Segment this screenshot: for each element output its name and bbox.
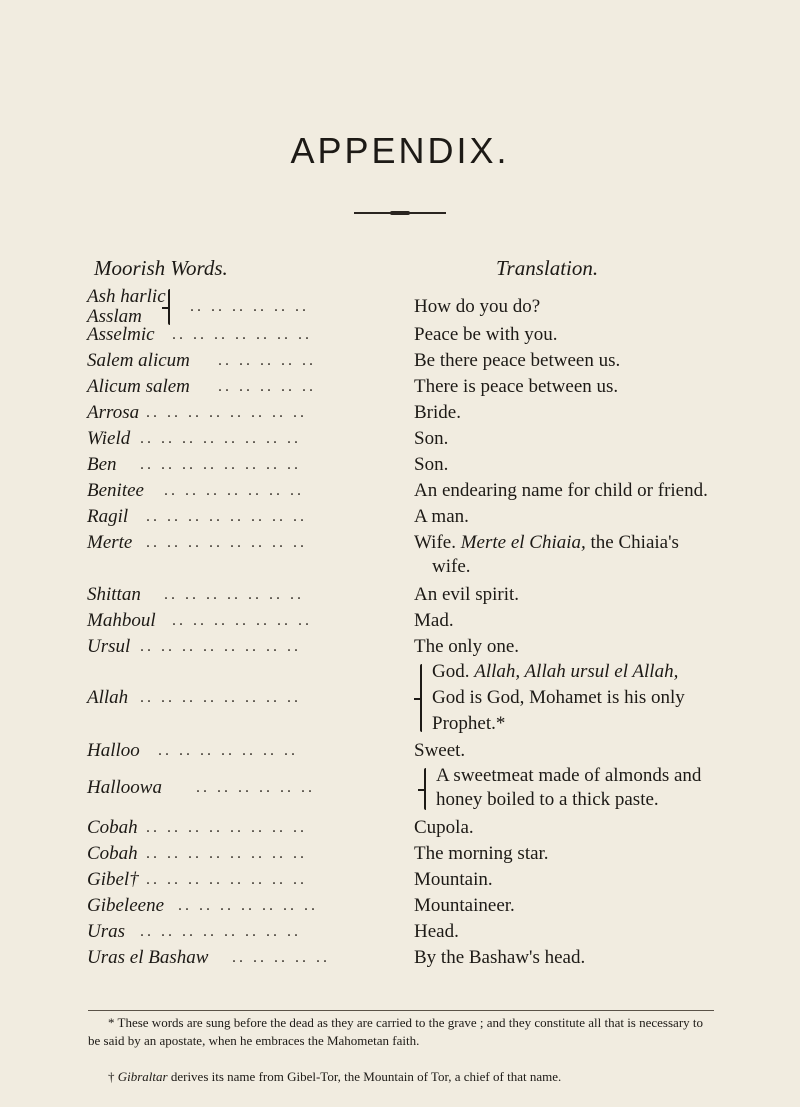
moorish-word: Shittan [87, 584, 141, 605]
dot-leader: .. .. .. .. .. .. .. [164, 482, 304, 499]
translation-text: Mad. [414, 610, 454, 631]
dot-leader: .. .. .. .. .. .. .. .. [146, 845, 307, 862]
moorish-word: Gibel† [87, 869, 139, 890]
translation-line: God. Allah, Allah ursul el Allah, [432, 661, 679, 682]
bracket-brace [424, 768, 426, 810]
translation-line: God is God, Mohamet is his only [432, 687, 685, 708]
dot-leader: .. .. .. .. .. .. .. .. [140, 689, 301, 706]
dot-leader: .. .. .. .. .. .. [190, 298, 309, 315]
translation-text: Bride. [414, 402, 461, 423]
title-ornament-rule [354, 212, 446, 214]
moorish-word: Halloowa [87, 777, 162, 798]
moorish-word: Asslam [87, 306, 142, 327]
dot-leader: .. .. .. .. .. .. .. [158, 742, 298, 759]
dot-leader: .. .. .. .. .. .. .. .. [140, 638, 301, 655]
translation-line: honey boiled to a thick paste. [436, 789, 659, 810]
translation-text: Sweet. [414, 740, 466, 761]
dot-leader: .. .. .. .. .. .. .. .. [146, 819, 307, 836]
dot-leader: .. .. .. .. .. .. .. [178, 897, 318, 914]
moorish-word: Salem alicum [87, 350, 190, 371]
translation-text: Be there peace between us. [414, 350, 621, 371]
moorish-word: Mahboul [87, 610, 156, 631]
translation-text: An endearing name for child or friend. [414, 480, 708, 501]
moorish-word: Cobah [87, 843, 138, 864]
translation-text: Son. [414, 454, 449, 475]
column-heading-moorish-words: Moorish Words. [94, 256, 228, 280]
column-heading-translation: Translation. [496, 256, 599, 280]
translation-text: The only one. [414, 636, 520, 657]
bracket-brace [168, 289, 170, 325]
dot-leader: .. .. .. .. .. .. .. .. [140, 430, 301, 447]
translation-text: Head. [414, 921, 459, 942]
translation-text: Peace be with you. [414, 324, 558, 345]
moorish-word: Ben [87, 454, 117, 475]
translation-continuation: wife. [432, 556, 471, 577]
dot-leader: .. .. .. .. .. [232, 949, 330, 966]
translation-text: Son. [414, 428, 449, 449]
translation-text: Mountain. [414, 869, 493, 890]
translation-text: An evil spirit. [414, 584, 520, 605]
translation-text: There is peace between us. [414, 376, 619, 397]
moorish-word: Halloo [87, 740, 140, 761]
page-title: APPENDIX. [290, 130, 510, 171]
translation-text: By the Bashaw's head. [414, 947, 586, 968]
bracket-brace [420, 664, 422, 732]
translation-text: Mountaineer. [414, 895, 515, 916]
dot-leader: .. .. .. .. .. [218, 352, 316, 369]
dot-leader: .. .. .. .. .. .. .. .. [146, 508, 307, 525]
dot-leader: .. .. .. .. .. [218, 378, 316, 395]
translation-text: Wife. Merte el Chiaia, the Chiaia's [414, 532, 679, 553]
translation-text: The morning star. [414, 843, 549, 864]
moorish-word: Wield [87, 428, 131, 449]
moorish-word: Gibeleene [87, 895, 165, 916]
dot-leader: .. .. .. .. .. .. .. .. [146, 534, 307, 551]
translation-line: Prophet.* [432, 713, 506, 734]
dot-leader: .. .. .. .. .. .. .. .. [140, 923, 301, 940]
dot-leader: .. .. .. .. .. .. .. [172, 612, 312, 629]
moorish-word: Ursul [87, 636, 131, 657]
moorish-word: Cobah [87, 817, 138, 838]
moorish-word: Asselmic [87, 324, 155, 345]
dot-leader: .. .. .. .. .. .. [196, 779, 315, 796]
moorish-word: Merte [87, 532, 133, 553]
translation-text: Cupola. [414, 817, 474, 838]
moorish-word: Ragil [87, 506, 129, 527]
translation-text: A man. [414, 506, 469, 527]
translation-text: How do you do? [414, 296, 541, 317]
moorish-word: Ash harlic [87, 286, 166, 307]
moorish-word: Benitee [87, 480, 144, 501]
footnote-asterisk: * These words are sung before the dead as they are carried to the grave ; and they constitute all that is necessary to be said by an apostate, when he embraces the Mahometan faith. [88, 1015, 704, 1048]
dot-leader: .. .. .. .. .. .. .. .. [140, 456, 301, 473]
dot-leader: .. .. .. .. .. .. .. .. [146, 404, 307, 421]
dot-leader: .. .. .. .. .. .. .. [164, 586, 304, 603]
dot-leader: .. .. .. .. .. .. .. .. [146, 871, 307, 888]
moorish-word: Alicum salem [87, 376, 190, 397]
moorish-word: Allah [87, 687, 129, 708]
footnote-dagger: † Gibraltar derives its name from Gibel-Tor, the Mountain of Tor, a chief of that name. [108, 1069, 562, 1084]
moorish-word: Uras el Bashaw [87, 947, 209, 968]
moorish-word: Arrosa [87, 402, 140, 423]
translation-line: A sweetmeat made of almonds and [436, 765, 702, 786]
footnote-divider [88, 1010, 714, 1011]
dot-leader: .. .. .. .. .. .. .. [172, 326, 312, 343]
moorish-word: Uras [87, 921, 126, 942]
